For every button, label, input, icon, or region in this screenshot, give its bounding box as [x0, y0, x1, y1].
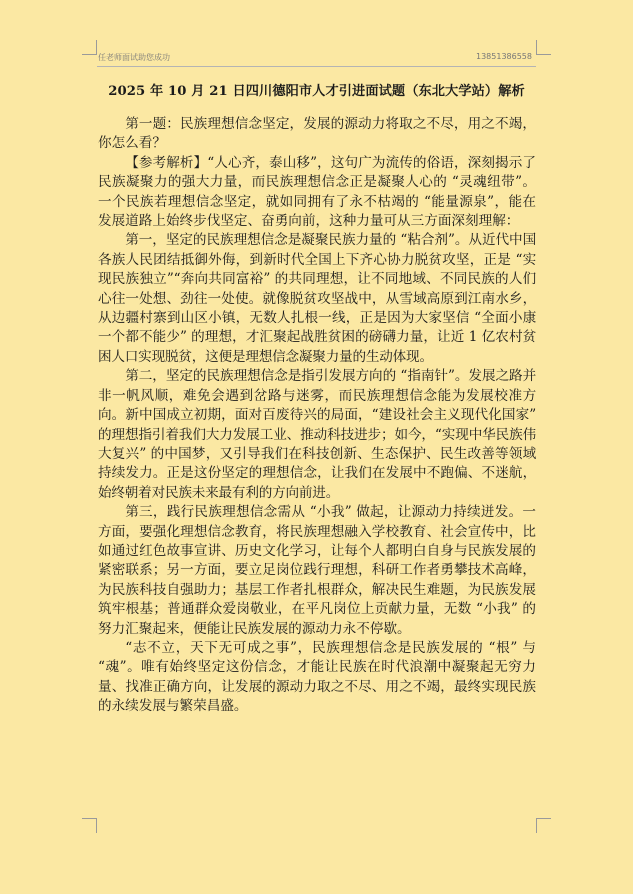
- crop-mark-bottom-right: [536, 818, 551, 833]
- point-two-paragraph: 第二，坚定的民族理想信念是指引发展方向的 “指南针”。发展之路并非一帆风顺，难免会遇到岔路与迷雾，而民族理想信念能为发展校准方向。新中国成立初期，面对百废待兴的局面，“建设社会主义现代化国家” 的理想指引着我们大力发展工业、推动科技进步；如今，“实现中华民族伟大复兴” 的中国梦，又引导我们在科技创新、生态保护、民生改善等领域持续发力。正是这份坚定的理想信念，让我们在发展中不跑偏、不迷航，始终朝着对民族未来最有利的方向前进。: [98, 368, 536, 501]
- header-rule: [97, 66, 536, 67]
- crop-mark-bottom-left: [82, 818, 97, 833]
- point-three-paragraph: 第三，践行民族理想信念需从 “小我” 做起，让源动力持续迸发。一方面，要强化理想信念教育，将民族理想融入学校教育、社会宣传中，比如通过红色故事宣讲、历史文化学习，让每个人都明白自身与民族发展的紧密联系；另一方面，要立足岗位践行理想，科研工作者勇攀技术高峰，为民族科技自强助力；基层工作者扎根群众，解决民生难题，为民族发展筑牢根基；普通群众爱岗敬业，在平凡岗位上贡献力量，无数 “小我” 的努力汇聚起来，便能让民族发展的源动力永不停歇。: [98, 504, 536, 637]
- header-phone-number: 13851386558: [476, 52, 532, 61]
- analysis-intro-paragraph: 【参考解析】“人心齐，泰山移”，这句广为流传的俗语，深刻揭示了民族凝聚力的强大力量，而民族理想信念正是凝聚人心的 “灵魂纽带”。一个民族若理想信念坚定，就如同拥有了永不枯竭的 “能量源泉”，能在发展道路上始终步伐坚定、奋勇向前，这种力量可从三方面深刻理解：: [98, 154, 536, 230]
- document-title: 2025 年 10 月 21 日四川德阳市人才引进面试题（东北大学站）解析: [108, 84, 525, 99]
- conclusion-paragraph: “志不立，天下无可成之事”，民族理想信念是民族发展的 “根” 与 “魂”。唯有始终坚定这份信念，才能让民族在时代浪潮中凝聚起无穷力量、找准正确方向，让发展的源动力取之不尽、用之不竭，最终实现民族的永续发展与繁荣昌盛。: [98, 639, 536, 715]
- crop-mark-top-left: [82, 40, 97, 55]
- question-paragraph: 第一题：民族理想信念坚定，发展的源动力将取之不尽，用之不竭，你怎么看？: [98, 116, 536, 152]
- document-body: [98, 115, 536, 717]
- point-one-paragraph: 第一，坚定的民族理想信念是凝聚民族力量的 “粘合剂”。从近代中国各族人民团结抵御外侮，到新时代全国上下齐心协力脱贫攻坚，正是 “实现民族独立”“奔向共同富裕” 的共同理想，让不同地域、不同民族的人们心往一处想、劲往一处使。就像脱贫攻坚战中，从雪域高原到江南水乡，从边疆村寨到山区小镇，无数人扎根一线，正是因为大家坚信 “全面小康一个都不能少” 的理想，才汇聚起战胜贫困的磅礴力量，让近 1 亿农村贫困人口实现脱贫，这便是理想信念凝聚力量的生动体现。: [98, 232, 536, 365]
- header-left-text: 任老师面试助您成功: [98, 53, 170, 62]
- crop-mark-top-right: [536, 40, 551, 55]
